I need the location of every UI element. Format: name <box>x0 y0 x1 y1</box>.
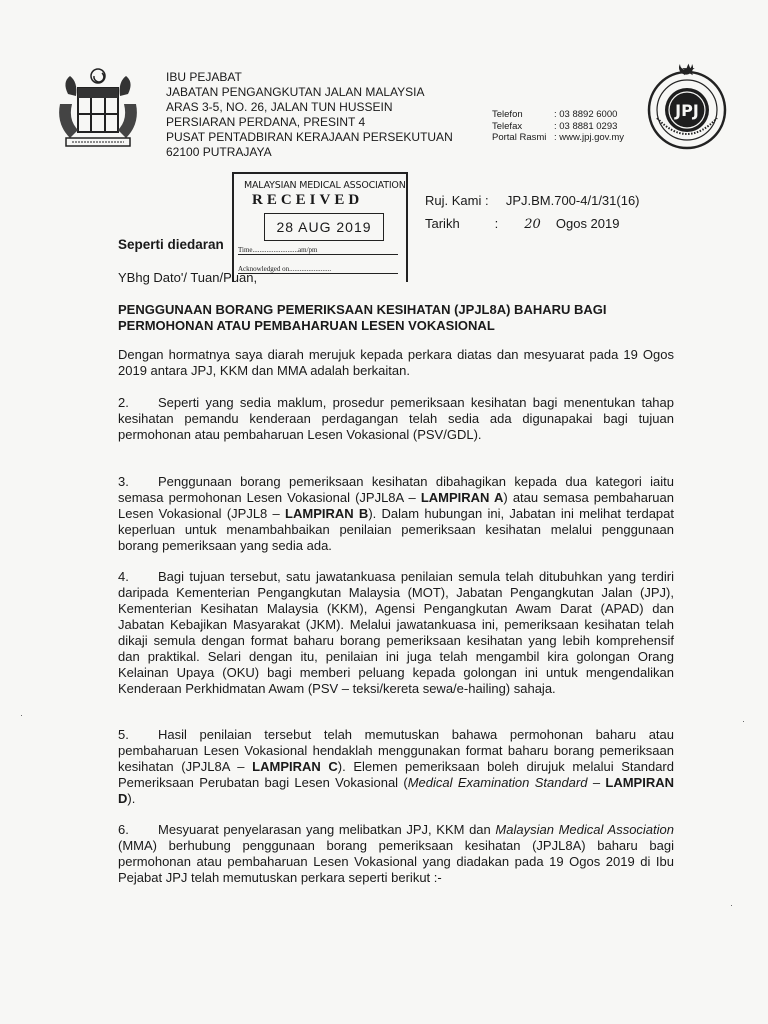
stamp-association: MALAYSIAN MEDICAL ASSOCIATION <box>244 180 406 191</box>
paragraph-text: ) atau semasa pembaharuan Lesen Vokasional (JPJL8 – <box>118 490 674 521</box>
paragraph-number: 4. <box>118 569 129 584</box>
paragraph-6 <box>118 822 674 886</box>
emblem-text: JPJ <box>675 101 699 120</box>
paragraph-4 <box>118 569 674 697</box>
scan-speck: · <box>730 900 733 910</box>
received-stamp <box>232 172 408 282</box>
paragraph-text: – <box>587 775 606 790</box>
jpj-emblem-logo <box>640 58 734 152</box>
paragraph-text: Bagi tujuan tersebut, satu jawatankuasa penilaian semula telah ditubuhkan yang terdiri daripada Kementerian Pengangkutan Malaysia (MOT), Jabatan Pengangkutan Jalan (JPJ), Kementerian Kesihatan Malaysia (KKM), Agensi Pengangkutan Awam Darat (APAD) dan Jabatan Kebajikan Masyarakat (JKM). Melalui jawatankuasa ini, pemeriksaan kesihatan telah dikaji semula dengan format baharu borang pemeriksaan kesihatan yang lebih komprehensif dan praktikal. Selari dengan itu, penilaian ini juga telah mengambil kira golongan Orang Kelainan Upaya (OKU) bagi memberi peluang kepada golongan ini untuk mengendalikan Kenderaan Perkhidmatan Awam (PSV – teksi/kereta sewa/e-hailing) sahaja. <box>118 569 674 696</box>
reference-ruj <box>425 193 640 208</box>
stamp-date: 28 AUG 2019 <box>264 213 384 241</box>
contact-value: : 03 8892 6000 <box>554 109 618 120</box>
letterhead-address <box>166 70 453 160</box>
contact-row-portal <box>492 132 624 144</box>
address-line: JABATAN PENGANGKUTAN JALAN MALAYSIA <box>166 85 425 99</box>
paragraph-text: Hasil penilaian tersebut telah memutuskan bahawa permohonan baharu atau pembaharuan Lesen Vokasional hendaklah menggunakan format baharu borang pemeriksaan kesihatan (JPJL8A – <box>118 727 674 774</box>
address-line: ARAS 3-5, NO. 26, JALAN TUN HUSSEIN <box>166 100 393 114</box>
paragraph-text: ). Elemen pemeriksaan boleh dirujuk melalui Standard Pemeriksaan Perubatan bagi Lesen Vokasional ( <box>118 759 674 790</box>
paragraph-number: 2. <box>118 395 129 410</box>
address-line: 62100 PUTRAJAYA <box>166 145 272 159</box>
paragraph-text: ). Dalam hubungan ini, Jabatan ini melihat terdapat keperluan untuk menambahbaikan penilaian pemeriksaan kesihatan melalui penggunaan borang pemeriksaan yang sedia ada. <box>118 506 675 553</box>
address-line: PERSIARAN PERDANA, PRESINT 4 <box>166 115 366 129</box>
tarikh-rest: Ogos 2019 <box>555 216 620 231</box>
reference-tarikh <box>425 216 619 232</box>
paragraph-text: Mesyuarat penyelarasan yang melibatkan JPJ, KKM dan <box>158 822 496 837</box>
scan-speck: · <box>742 716 745 726</box>
paragraph-5 <box>118 727 674 807</box>
paragraph-text: (MMA) berhubung penggunaan borang pemeriksaan kesihatan (JPJL8A) baharu bagi permohonan atau pembaharuan Lesen Vokasional yang diadakan pada 19 Ogos 2019 di Ibu Pejabat JPJ telah memutuskan perkara seperti berikut :- <box>118 838 674 885</box>
annex-c: LAMPIRAN C <box>252 759 338 774</box>
mma-term: Malaysian Medical Association <box>495 822 674 837</box>
address-line: PUSAT PENTADBIRAN KERAJAAN PERSEKUTUAN <box>166 130 453 144</box>
coat-of-arms-logo <box>48 64 148 154</box>
recipient-seperti: Seperti diedaran <box>118 237 224 252</box>
contact-label: Telefon <box>492 109 523 120</box>
tarikh-day: 20 <box>524 217 541 232</box>
paragraph-number: 3. <box>118 474 129 489</box>
stamp-acknowledged: Acknowledged on........................ <box>238 265 398 274</box>
paragraph-number: 6. <box>118 822 129 837</box>
contact-value: : www.jpj.gov.my <box>554 132 625 143</box>
ruj-value: JPJ.BM.700-4/1/31(16) <box>505 193 640 208</box>
tarikh-colon: : <box>494 216 499 231</box>
address-line: IBU PEJABAT <box>166 70 242 84</box>
contact-label: Portal Rasmi <box>492 132 547 143</box>
annex-a: LAMPIRAN A <box>420 490 504 505</box>
annex-b: LAMPIRAN B <box>285 506 369 521</box>
contact-label: Telefax <box>492 120 523 132</box>
paragraph-2 <box>118 395 674 443</box>
stamp-received: RECEIVED <box>252 192 364 208</box>
letterhead-contact <box>492 109 624 144</box>
contact-row-phone <box>492 109 624 121</box>
paragraph-text: Seperti yang sedia maklum, prosedur pemeriksaan kesihatan bagi menentukan tahap kesihatan pemandu kenderaan perdagangan telah sedia ada digunapakai bagi tujuan permohonan atau pembaharuan Lesen Vokasional (PSV/GDL). <box>118 395 674 442</box>
paragraph-number: 5. <box>118 727 129 742</box>
annex-d: LAMPIRAN D <box>118 775 674 806</box>
paragraph-intro: Dengan hormatnya saya diarah merujuk kepada perkara diatas dan mesyuarat pada 19 Ogos 2019 antara JPJ, KKM dan MMA adalah berkaitan. <box>118 347 674 378</box>
medical-standard-term: Medical Examination Standard <box>407 775 588 790</box>
paragraph-3 <box>118 474 674 554</box>
paragraph-text: ). <box>127 791 136 806</box>
ruj-label: Ruj. Kami : <box>425 193 489 208</box>
salutation: YBhg Dato'/ Tuan/Puan, <box>118 270 258 285</box>
contact-value: : 03 8881 0293 <box>554 120 618 132</box>
letter-subject: PENGGUNAAN BORANG PEMERIKSAAN KESIHATAN (JPJL8A) BAHARU BAGI PERMOHONAN ATAU PEMBAHARUAN LESEN VOKASIONAL <box>118 302 607 333</box>
stamp-time: Time..........................am/pm <box>238 246 398 255</box>
paragraph-text: Penggunaan borang pemeriksaan kesihatan dibahagikan kepada dua kategori iaitu semasa permohonan Lesen Vokasional (JPJL8A – <box>118 474 674 505</box>
tarikh-label: Tarikh <box>425 216 460 231</box>
scan-speck: · <box>20 710 23 720</box>
contact-row-fax <box>492 121 624 133</box>
